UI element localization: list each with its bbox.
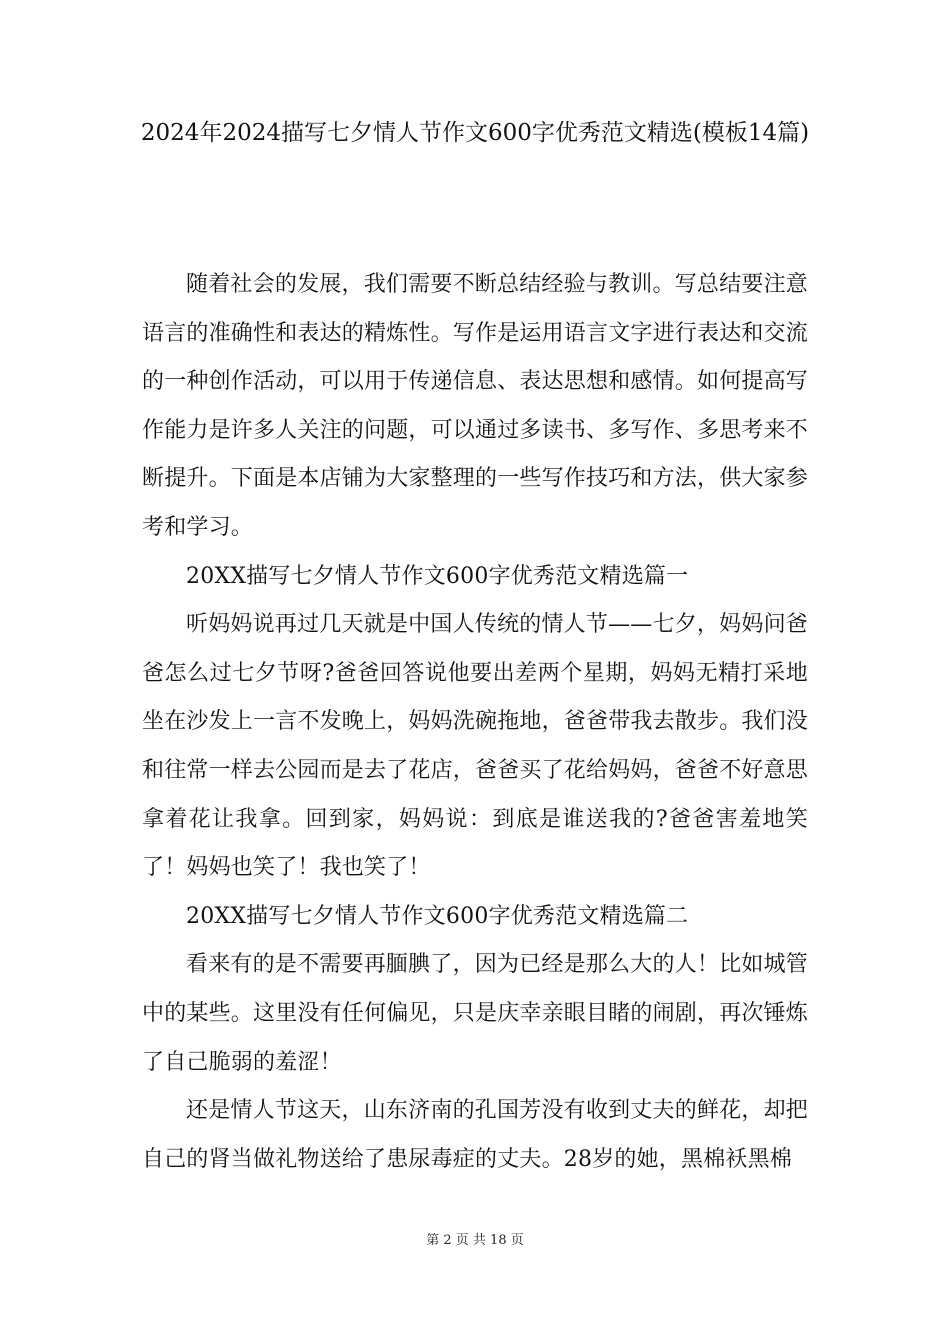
document-title: 2024年2024描写七夕情人节作文600字优秀范文精选(模板14篇) <box>140 120 810 146</box>
essay-2-paragraph-1: 看来有的是不需要再腼腆了，因为已经是那么大的人！比如城管中的某些。这里没有任何偏见，只是庆幸亲眼目睹的闹剧，再次锤炼了自己脆弱的羞涩！ <box>142 952 809 1075</box>
intro-paragraph: 随着社会的发展，我们需要不断总结经验与教训。写总结要注意语言的准确性和表达的精炼性。写作是运用语言文字进行表达和交流的一种创作活动，可以用于传递信息、表达思想和感情。如何提高写作能力是许多人关注的问题，可以通过多读书、多写作、多思考来不断提升。下面是本店铺为大家整理的一些写作技巧和方法，供大家参考和学习。 <box>142 272 809 540</box>
section-heading-1: 20XX描写七夕情人节作文600字优秀范文精选篇一 <box>186 563 689 589</box>
essay-1-paragraph: 听妈妈说再过几天就是中国人传统的情人节——七夕，妈妈问爸爸怎么过七夕节呀?爸爸回答说他要出差两个星期，妈妈无精打采地坐在沙发上一言不发晚上，妈妈洗碗拖地，爸爸带我去散步。我们没和往常一样去公园而是去了花店，爸爸买了花给妈妈，爸爸不好意思拿着花让我拿。回到家，妈妈说：到底是谁送我的?爸爸害羞地笑了！妈妈也笑了！我也笑了！ <box>142 612 809 881</box>
essay-2-paragraph-2: 还是情人节这天，山东济南的孔国芳没有收到丈夫的鲜花，却把自己的肾当做礼物送给了患尿毒症的丈夫。28岁的她，黑棉袄黑棉 <box>142 1098 808 1172</box>
page-footer: 第 2 页 共 18 页 <box>426 1233 524 1248</box>
section-heading-2: 20XX描写七夕情人节作文600字优秀范文精选篇二 <box>186 903 689 929</box>
document-body <box>142 261 808 1184</box>
